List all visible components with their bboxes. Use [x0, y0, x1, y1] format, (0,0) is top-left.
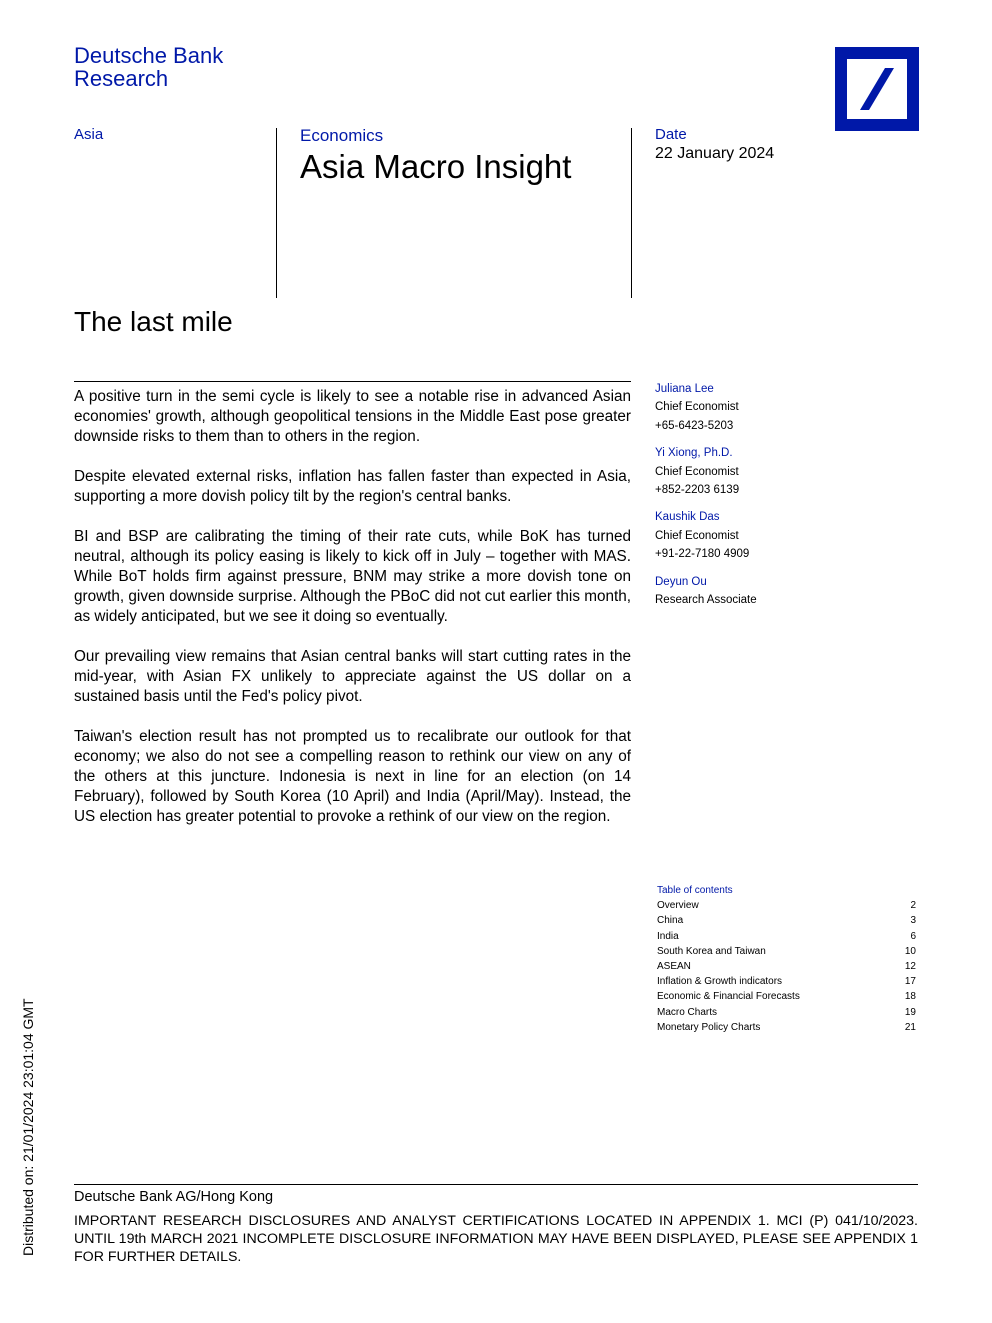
toc-item-page: 21	[904, 1021, 916, 1033]
author-list	[655, 380, 895, 618]
toc-item[interactable]	[657, 1020, 916, 1035]
summary-body	[74, 387, 631, 847]
author-name[interactable]: Juliana Lee	[655, 383, 714, 395]
toc-item-page: 10	[904, 945, 916, 957]
toc-item[interactable]	[657, 959, 916, 974]
summary-paragraph: A positive turn in the semi cycle is likely to see a notable rise in advanced Asian economies' growth, although geopolitical tensions in the Middle East pose greater downside risks to them than to others in the region.	[74, 388, 631, 445]
author-phone: +91-22-7180 4909	[655, 548, 750, 561]
author-name[interactable]: Yi Xiong, Ph.D.	[655, 447, 733, 460]
toc-item-label: ASEAN	[657, 961, 691, 973]
report-title: Asia Macro Insight	[300, 148, 572, 185]
toc-item-label: Monetary Policy Charts	[657, 1021, 761, 1033]
author-name[interactable]: Kaushik Das	[655, 511, 720, 524]
toc-item-page: 18	[904, 991, 916, 1003]
brand-name	[74, 44, 223, 90]
author-entry	[655, 508, 895, 563]
toc-item-label: India	[657, 930, 679, 942]
toc-item[interactable]	[657, 929, 916, 944]
toc-item[interactable]	[657, 944, 916, 959]
distribution-stamp: Distributed on: 21/01/2024 23:01:04 GMT	[20, 998, 36, 1256]
header-divider-1	[276, 128, 277, 298]
toc-item-page: 19	[904, 1006, 916, 1018]
author-role: Chief Economist	[655, 529, 739, 542]
toc-item-label: Overview	[657, 900, 699, 912]
author-role: Chief Economist	[655, 465, 739, 478]
author-phone: +852-2203 6139	[655, 484, 740, 497]
toc-item-page: 12	[904, 961, 916, 973]
author-role: Chief Economist	[655, 401, 739, 414]
toc-item-label: China	[657, 915, 684, 927]
summary-paragraph: Taiwan's election result has not prompted us to recalibrate our outlook for that economy; we also do not see a compelling reason to rethink our view on any of the others at this juncture. Indonesia is next in line for an election (on 14 February), followed by South Korea (10 April) and India (April/May). Instead, the US election has greater potential to provoke a rethink of our view on the region.	[74, 728, 631, 825]
summary-paragraph: Despite elevated external risks, inflation has fallen faster than expected in Asia, supporting a more dovish policy tilt by the region's central banks.	[74, 468, 631, 505]
toc-item-page: 3	[910, 915, 916, 927]
summary-paragraph: BI and BSP are calibrating the timing of their rate cuts, while BoK has turned neutral, although its policy easing is likely to kick off in July – together with MAS. While BoT holds firm against pressure, BNM may strike a more dovish tone on growth, given downside surprise. Although the PBoC did not cut earlier this month, as widely anticipated, but we see it doing so eventually.	[74, 528, 631, 625]
summary-paragraph: Our prevailing view remains that Asian central banks will start cutting rates in the mid-year, with Asian FX unlikely to appreciate against the US dollar on a sustained basis until the Fed's policy pivot.	[74, 648, 631, 705]
region-label: Asia	[74, 126, 104, 143]
toc-item[interactable]	[657, 898, 916, 913]
toc-item[interactable]	[657, 1005, 916, 1020]
brand-line-2: Research	[74, 66, 169, 91]
author-phone: +65-6423-5203	[655, 419, 734, 432]
toc-item-label: Inflation & Growth indicators	[657, 976, 783, 988]
footer-disclosure: IMPORTANT RESEARCH DISCLOSURES AND ANALYST CERTIFICATIONS LOCATED IN APPENDIX 1. MCI (P) 041/10/2023. UNTIL 19th MARCH 2021 INCOMPLETE DISCLOSURE INFORMATION MAY HAVE BEEN DISPLAYED, PLEASE SEE APPENDIX 1 FOR FURTHER DETAILS.	[74, 1213, 918, 1265]
category-label: Economics	[300, 126, 384, 145]
toc-item[interactable]	[657, 913, 916, 928]
page-subtitle: The last mile	[74, 306, 233, 337]
date-value: 22 January 2024	[655, 145, 775, 162]
footer-entity: Deutsche Bank AG/Hong Kong	[74, 1189, 274, 1205]
author-entry	[655, 380, 895, 435]
toc-item[interactable]	[657, 989, 916, 1004]
author-entry	[655, 573, 895, 610]
toc-title: Table of contents	[657, 885, 733, 896]
author-role: Research Associate	[655, 594, 757, 607]
author-entry	[655, 444, 895, 499]
toc-item-label: Economic & Financial Forecasts	[657, 991, 800, 1003]
toc-item-page: 17	[904, 976, 916, 988]
toc-item-page: 6	[910, 930, 916, 942]
brand-line-1: Deutsche Bank	[74, 43, 224, 68]
toc-item-page: 2	[910, 900, 916, 912]
author-name[interactable]: Deyun Ou	[655, 575, 707, 588]
body-rule	[74, 381, 631, 382]
footer-rule	[74, 1184, 918, 1185]
toc-item-label: Macro Charts	[657, 1006, 718, 1018]
date-label: Date	[655, 126, 687, 143]
table-of-contents	[657, 883, 916, 1035]
deutsche-bank-logo-icon	[835, 47, 919, 131]
header-divider-2	[631, 128, 632, 298]
toc-item[interactable]	[657, 974, 916, 989]
toc-item-label: South Korea and Taiwan	[657, 945, 766, 957]
